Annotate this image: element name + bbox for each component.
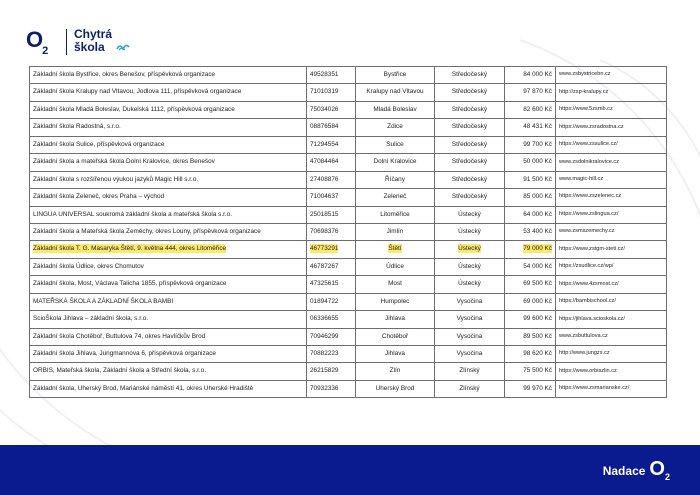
- city-cell: Jihlava: [356, 311, 435, 328]
- city-cell: Humpolec: [356, 293, 435, 310]
- amount-cell: 53 400 Kč: [505, 223, 556, 240]
- amount-cell: 85 000 Kč: [505, 189, 556, 206]
- city-cell: Kralupy nad Vltavou: [356, 84, 435, 101]
- city-cell: Říčany: [356, 171, 435, 188]
- nadace-o2-logo: [603, 458, 670, 482]
- amount-cell: 99 700 Kč: [505, 136, 556, 153]
- table-row: [30, 346, 667, 363]
- ico-cell: 70882223: [307, 346, 356, 363]
- city-cell: Mladá Boleslav: [356, 101, 435, 118]
- ico-cell: 70932336: [307, 380, 356, 397]
- city-cell: Most: [356, 276, 435, 293]
- website-cell[interactable]: https://www.zsradostna.cz: [556, 119, 667, 136]
- city-cell: Zlín: [356, 363, 435, 380]
- city-cell: Dolní Kralovice: [356, 154, 435, 171]
- region-cell: Středočeský: [435, 101, 505, 118]
- ico-cell: 75034026: [307, 101, 356, 118]
- ico-cell: 06336655: [307, 311, 356, 328]
- school-name-cell: Základní škola Sulice, příspěvková organizace: [30, 136, 307, 153]
- table-row: [30, 293, 667, 310]
- amount-cell: 99 970 Kč: [505, 380, 556, 397]
- amount-cell: 82 600 Kč: [505, 101, 556, 118]
- school-name-cell: Základní škola Jihlava, Jungmannova 6, příspěvková organizace: [30, 346, 307, 363]
- website-cell[interactable]: https://bambischool.cz/: [556, 293, 667, 310]
- school-name-cell: Základní škola Mladá Boleslav, Dukelská 1112, příspěvková organizace: [30, 101, 307, 118]
- amount-cell: 89 500 Kč: [505, 328, 556, 345]
- city-cell: Zeleneč: [356, 189, 435, 206]
- school-name-cell: Základní škola Údlice, okres Chomutov: [30, 258, 307, 275]
- region-cell: Zlínský: [435, 363, 505, 380]
- amount-cell: 99 600 Kč: [505, 311, 556, 328]
- region-cell: Ústecký: [435, 276, 505, 293]
- region-cell: Středočeský: [435, 171, 505, 188]
- school-name-cell: Základní škola Zeleneč, okres Praha – východ: [30, 189, 307, 206]
- table-row: [30, 258, 667, 275]
- city-cell: Bystřice: [356, 67, 435, 84]
- region-cell: Středočeský: [435, 84, 505, 101]
- city-cell: Jimlín: [356, 223, 435, 240]
- school-name-cell: Základní škola, Uherský Brod, Mariánské náměstí 41, okres Uherské Hradiště: [30, 380, 307, 397]
- amount-cell: 69 000 Kč: [505, 293, 556, 310]
- website-cell[interactable]: www.zsbystricebn.cz: [556, 67, 667, 84]
- amount-cell: 91 500 Kč: [505, 171, 556, 188]
- ico-cell: 47325615: [307, 276, 356, 293]
- table-row: [30, 101, 667, 118]
- website-cell[interactable]: https://zsudlice.cz/wp/: [556, 258, 667, 275]
- amount-cell: 98 620 Kč: [505, 346, 556, 363]
- region-cell: Ústecký: [435, 258, 505, 275]
- logo-divider: [66, 29, 67, 55]
- schools-table-body: [30, 67, 667, 398]
- school-name-cell: Základní škola Radostná, s.r.o.: [30, 119, 307, 136]
- ico-cell: 46787267: [307, 258, 356, 275]
- ico-cell: 47084464: [307, 154, 356, 171]
- table-row: [30, 276, 667, 293]
- ico-cell: 70698376: [307, 223, 356, 240]
- website-cell[interactable]: www.zsdolnikralovice.cz: [556, 154, 667, 171]
- table-row: [30, 241, 667, 258]
- amount-cell: 50 000 Kč: [505, 154, 556, 171]
- website-cell[interactable]: https://jihlava.scioskola.cz/: [556, 311, 667, 328]
- table-row: [30, 154, 667, 171]
- school-name-cell: ScioŠkola Jihlava – základní škola, s.r.o.: [30, 311, 307, 328]
- table-row: [30, 84, 667, 101]
- school-name-cell: LINGUA UNIVERSAL soukromá základní škola a mateřská škola s.r.o.: [30, 206, 307, 223]
- amount-cell: 84 000 Kč: [505, 67, 556, 84]
- city-cell: Štětí: [356, 241, 435, 258]
- website-cell[interactable]: https://www.4zsmost.cz/: [556, 276, 667, 293]
- ico-cell: 27408876: [307, 171, 356, 188]
- table-row: [30, 328, 667, 345]
- footer-bar: [0, 445, 700, 495]
- ico-cell: 26215829: [307, 363, 356, 380]
- region-cell: Vysočina: [435, 311, 505, 328]
- website-cell[interactable]: http://www.jungzs.cz: [556, 346, 667, 363]
- city-cell: Jihlava: [356, 346, 435, 363]
- table-row: [30, 171, 667, 188]
- ico-cell: 25018515: [307, 206, 356, 223]
- city-cell: Údlice: [356, 258, 435, 275]
- school-name-cell: Základní škola T. G. Masaryka Štětí, 9. května 444, okres Litoměřice: [30, 241, 307, 258]
- ico-cell: 01894722: [307, 293, 356, 310]
- region-cell: Středočeský: [435, 189, 505, 206]
- ico-cell: 49528351: [307, 67, 356, 84]
- region-cell: Ústecký: [435, 206, 505, 223]
- ico-cell: 71010319: [307, 84, 356, 101]
- logo-line-2: škola: [74, 40, 105, 54]
- footer-brand-text: Nadace: [602, 464, 646, 478]
- region-cell: Ústecký: [435, 241, 505, 258]
- region-cell: Vysočina: [435, 346, 505, 363]
- table-row: [30, 223, 667, 240]
- website-cell[interactable]: www.zsmszemechy.cz: [556, 223, 667, 240]
- city-cell: Sulice: [356, 136, 435, 153]
- region-cell: Středočeský: [435, 136, 505, 153]
- region-cell: Středočeský: [435, 154, 505, 171]
- city-cell: Zdice: [356, 119, 435, 136]
- website-cell[interactable]: www.magic-hill.cz: [556, 171, 667, 188]
- city-cell: Chotěboř: [356, 328, 435, 345]
- region-cell: Vysočina: [435, 328, 505, 345]
- region-cell: Středočeský: [435, 67, 505, 84]
- city-cell: Uherský Brod: [356, 380, 435, 397]
- ico-cell: 46773291: [307, 241, 356, 258]
- website-cell[interactable]: https://www.zszelenec.cz: [556, 189, 667, 206]
- school-name-cell: Základní škola s rozšířenou výukou jazyků Magic Hill s.r.o.: [30, 171, 307, 188]
- ico-cell: 71004637: [307, 189, 356, 206]
- footer-o2-mark: $O_2$: [649, 458, 670, 482]
- school-name-cell: MATEŘSKÁ ŠKOLA A ZÁKLADNÍ ŠKOLA BAMBI: [30, 293, 307, 310]
- region-cell: Zlínský: [435, 380, 505, 397]
- region-cell: Ústecký: [435, 223, 505, 240]
- school-name-cell: Základní škola Kralupy nad Vltavou, Jodlova 111, příspěvková organizace: [30, 84, 307, 101]
- amount-cell: 64 000 Kč: [505, 206, 556, 223]
- region-cell: Středočeský: [435, 119, 505, 136]
- school-name-cell: Základní škola Chotěboř, Buttulova 74, okres Havlíčkův Brod: [30, 328, 307, 345]
- website-cell[interactable]: https://www.zssulice.cz/: [556, 136, 667, 153]
- website-cell[interactable]: www.zsbuttulova.cz: [556, 328, 667, 345]
- school-name-cell: Základní škola a Mateřská škola Zeměchy, okres Louny, příspěvková organizace: [30, 223, 307, 240]
- wave-icon: [116, 41, 130, 51]
- website-cell[interactable]: https://www.orbiszlin.cz: [556, 363, 667, 380]
- amount-cell: 79 000 Kč: [505, 241, 556, 258]
- school-name-cell: Základní škola Bystřice, okres Benešov, příspěvková organizace: [30, 67, 307, 84]
- table-row: [30, 136, 667, 153]
- amount-cell: 48 431 Kč: [505, 119, 556, 136]
- table-row: [30, 189, 667, 206]
- table-row: [30, 206, 667, 223]
- amount-cell: 54 000 Kč: [505, 258, 556, 275]
- amount-cell: 75 500 Kč: [505, 363, 556, 380]
- ico-cell: 70946299: [307, 328, 356, 345]
- table-row: [30, 363, 667, 380]
- website-cell[interactable]: https://www.5zsmb.cz: [556, 101, 667, 118]
- website-cell[interactable]: https://www.zstgm-steti.cz/: [556, 241, 667, 258]
- website-cell[interactable]: http://zsp-kralupy.cz: [556, 84, 667, 101]
- o2-logo: $O_2$: [26, 27, 48, 58]
- schools-table: [29, 66, 667, 398]
- school-name-cell: Základní škola, Most, Václava Talicha 1855, příspěvková organizace: [30, 276, 307, 293]
- amount-cell: 97 870 Kč: [505, 84, 556, 101]
- table-row: [30, 119, 667, 136]
- ico-cell: 71294554: [307, 136, 356, 153]
- region-cell: Vysočina: [435, 293, 505, 310]
- amount-cell: 69 500 Kč: [505, 276, 556, 293]
- logo-line-1: Chytrá: [74, 27, 113, 41]
- school-name-cell: Základní škola a mateřská škola Dolní Kralovice, okres Benešov: [30, 154, 307, 171]
- ico-cell: 08876584: [307, 119, 356, 136]
- city-cell: Litoměřice: [356, 206, 435, 223]
- website-cell[interactable]: https://www.zsmarianske.cz/: [556, 380, 667, 397]
- table-row: [30, 380, 667, 397]
- table-row: [30, 67, 667, 84]
- school-name-cell: ORBIS, Mateřská škola, Základní škola a Střední škola, s.r.o.: [30, 363, 307, 380]
- website-cell[interactable]: https://www.zslingua.cz/: [556, 206, 667, 223]
- table-row: [30, 311, 667, 328]
